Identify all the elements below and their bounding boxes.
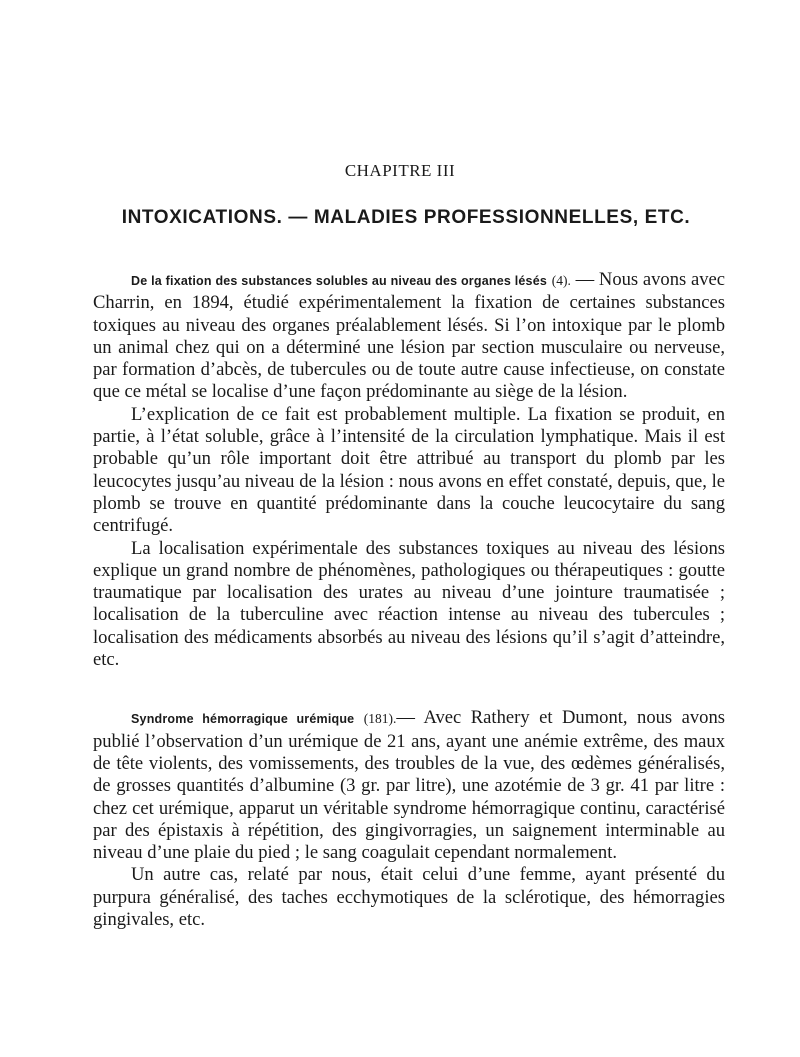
chapter-heading: CHAPITRE III	[344, 161, 456, 180]
chapter-title: INTOXICATIONS. — MALADIES PROFESSIONNELLES, ETC.	[121, 207, 691, 228]
section1-paragraph-2: L’explication de ce fait est probablement multiple. La fixation se produit, en partie, à l’état soluble, grâce à l’intensité de la circulation lymphatique. Mais il est probable qu’un rôle important doit être attribué au transport du plomb par les leucocytes jusqu’au niveau de la lésion : nous avons en effet constaté, depuis, que, le plomb se trouve en quantité prédominante dans la couche leucocytaire du sang centrifugé.	[93, 403, 725, 537]
section1-reference: (4).	[551, 273, 571, 288]
section2-heading: Syndrome hémorragique urémique	[131, 712, 355, 727]
section2-reference: (181).	[363, 711, 397, 727]
section1-heading: De la fixation des substances solubles au niveau des organes lésés	[131, 274, 548, 288]
section1-dash: —	[570, 269, 595, 290]
section1-paragraph-1	[93, 269, 725, 404]
body-text	[93, 269, 725, 931]
section-spacer	[93, 671, 725, 707]
section2-paragraph-2: Un autre cas, relaté par nous, était celui d’une femme, ayant présenté du purpura généralisé, des taches ecchymotiques de la sclérotique, des hémorragies gingivales, etc.	[93, 864, 725, 931]
section1-paragraph-3: La localisation expérimentale des substances toxiques au niveau des lésions explique un grand nombre de phénomènes, pathologiques ou thérapeutiques : goutte traumatique par localisation des urates au niveau d’une jointure traumatisée ; localisation de la tuberculine avec réaction intense au niveau des tubercules ; localisation des médicaments absorbés au niveau des lésions qu’il s’agit d’atteindre, etc.	[93, 537, 725, 671]
section2-paragraph-1	[93, 707, 725, 864]
section2-text-1: — Avec Rathery et Dumont, nous avons publié l’observation d’un urémique de 21 ans, ayant une anémie extrême, des maux de tête violents, des vomissements, des troubles de la vue, des œdèmes généralisés, de grosses quantités d’albumine (3 gr. par litre), une azotémie de 3 gr. 41 par litre : chez cet urémique, apparut un véritable syndrome hémorragique continu, caractérisé par des épistaxis à répétition, des gingivorragies, un saignement interminable au niveau d’une plaie du pied ; le sang coagulait cependant normalement.	[93, 707, 726, 864]
section1-text-1: Nous avons avec Charrin, en 1894, étudié expérimentalement la fixation de certaines substances toxiques au niveau des organes préalablement lésés. Si l’on intoxique par le plomb un animal chez qui on a déterminé une lésion par section musculaire ou nerveuse, par formation d’abcès, de tubercules ou de toute autre cause infectieuse, on constate que ce métal se localise d’une façon prédominante au siège de la lésion.	[93, 269, 725, 403]
